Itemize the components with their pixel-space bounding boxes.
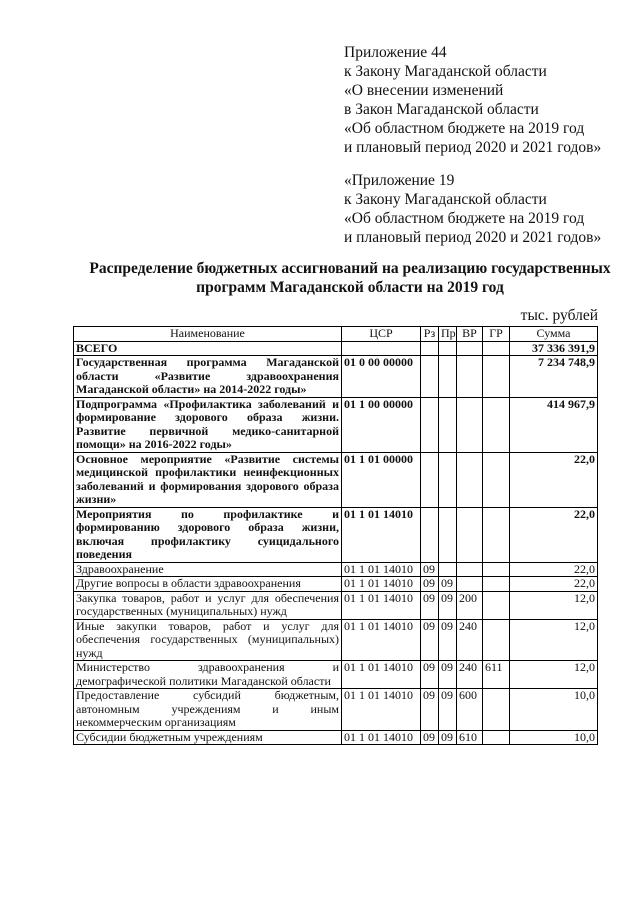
cell-name: Субсидии бюджетным учреждениям bbox=[74, 730, 342, 745]
cell-name: Подпрограмма «Профилактика заболеваний и формирование здорового образа жизни. Развитие первичной медико-санитарной помощи» на 2016-2022 годы» bbox=[74, 397, 342, 452]
cell-name: ВСЕГО bbox=[74, 341, 342, 356]
table-row bbox=[74, 397, 598, 452]
header-line: «Об областном бюджете на 2019 год bbox=[344, 210, 585, 227]
appendix-19-header bbox=[344, 171, 601, 247]
cell-rz bbox=[421, 397, 439, 452]
cell-csr: 01 1 01 14010 bbox=[342, 619, 421, 661]
cell-rz: 09 bbox=[421, 562, 439, 577]
cell-rz bbox=[421, 356, 439, 398]
cell-pr: 09 bbox=[439, 577, 457, 592]
cell-gr bbox=[483, 356, 510, 398]
document-title bbox=[60, 259, 640, 297]
table-row bbox=[74, 562, 598, 577]
cell-pr bbox=[439, 397, 457, 452]
header-line: Приложение 44 bbox=[344, 44, 447, 61]
header-line: к Закону Магаданской области bbox=[344, 63, 547, 80]
cell-rz bbox=[421, 341, 439, 356]
cell-sum: 22,0 bbox=[510, 452, 598, 507]
cell-vr bbox=[457, 341, 483, 356]
budget-table bbox=[73, 326, 598, 745]
column-header-name: Наименование bbox=[74, 327, 342, 342]
cell-sum: 37 336 391,9 bbox=[510, 341, 598, 356]
table-row bbox=[74, 689, 598, 731]
cell-pr: 09 bbox=[439, 661, 457, 689]
cell-vr bbox=[457, 397, 483, 452]
cell-vr bbox=[457, 507, 483, 562]
cell-vr bbox=[457, 452, 483, 507]
cell-sum: 22,0 bbox=[510, 507, 598, 562]
cell-gr bbox=[483, 577, 510, 592]
cell-pr bbox=[439, 562, 457, 577]
cell-name: Иные закупки товаров, работ и услуг для обеспечения государственных (муниципальных) нужд bbox=[74, 619, 342, 661]
table-row bbox=[74, 507, 598, 562]
cell-csr: 01 1 00 00000 bbox=[342, 397, 421, 452]
title-line-2: программ Магаданской области на 2019 год bbox=[196, 279, 504, 296]
header-line: в Закон Магаданской области bbox=[344, 101, 539, 118]
column-header-rz: Рз bbox=[421, 327, 439, 342]
table-row bbox=[74, 619, 598, 661]
table-row bbox=[74, 661, 598, 689]
header-line: и плановый период 2020 и 2021 годов» bbox=[344, 139, 602, 156]
title-line-1: Распределение бюджетных ассигнований на реализацию государственных bbox=[89, 260, 611, 277]
cell-gr bbox=[483, 730, 510, 745]
cell-vr: 610 bbox=[457, 730, 483, 745]
cell-sum: 10,0 bbox=[510, 689, 598, 731]
cell-sum: 12,0 bbox=[510, 591, 598, 619]
cell-rz: 09 bbox=[421, 689, 439, 731]
cell-gr bbox=[483, 341, 510, 356]
cell-vr bbox=[457, 577, 483, 592]
header-line: «О внесении изменений bbox=[344, 82, 504, 99]
cell-csr: 01 1 01 14010 bbox=[342, 591, 421, 619]
cell-name: Предоставление субсидий бюджетным, автономным учреждениям и иным некоммерческим организациям bbox=[74, 689, 342, 731]
cell-csr: 01 0 00 00000 bbox=[342, 356, 421, 398]
cell-rz: 09 bbox=[421, 577, 439, 592]
cell-name: Министерство здравоохранения и демографической политики Магаданской области bbox=[74, 661, 342, 689]
column-header-vr: ВР bbox=[457, 327, 483, 342]
cell-csr: 01 1 01 00000 bbox=[342, 452, 421, 507]
cell-sum: 12,0 bbox=[510, 661, 598, 689]
cell-gr bbox=[483, 507, 510, 562]
cell-name: Другие вопросы в области здравоохранения bbox=[74, 577, 342, 592]
cell-pr bbox=[439, 507, 457, 562]
cell-rz: 09 bbox=[421, 619, 439, 661]
cell-pr bbox=[439, 341, 457, 356]
cell-csr: 01 1 01 14010 bbox=[342, 507, 421, 562]
cell-rz: 09 bbox=[421, 661, 439, 689]
cell-name: Закупка товаров, работ и услуг для обеспечения государственных (муниципальных) нужд bbox=[74, 591, 342, 619]
cell-gr bbox=[483, 562, 510, 577]
column-header-csr: ЦСР bbox=[342, 327, 421, 342]
cell-csr: 01 1 01 14010 bbox=[342, 730, 421, 745]
column-header-gr: ГР bbox=[483, 327, 510, 342]
cell-name: Здравоохранение bbox=[74, 562, 342, 577]
cell-pr: 09 bbox=[439, 689, 457, 731]
cell-sum: 22,0 bbox=[510, 562, 598, 577]
column-header-sum: Сумма bbox=[510, 327, 598, 342]
cell-pr: 09 bbox=[439, 730, 457, 745]
cell-vr: 200 bbox=[457, 591, 483, 619]
cell-rz bbox=[421, 507, 439, 562]
cell-name: Мероприятия по профилактике и формированию здорового образа жизни, включая профилактику суицидального поведения bbox=[74, 507, 342, 562]
cell-pr: 09 bbox=[439, 619, 457, 661]
cell-csr: 01 1 01 14010 bbox=[342, 577, 421, 592]
cell-rz: 09 bbox=[421, 730, 439, 745]
table-row bbox=[74, 356, 598, 398]
cell-pr: 09 bbox=[439, 591, 457, 619]
units-label: тыс. рублей bbox=[520, 307, 598, 324]
cell-gr bbox=[483, 619, 510, 661]
cell-name: Основное мероприятие «Развитие системы медицинской профилактики неинфекционных заболеваний и формирования здорового образа жизни» bbox=[74, 452, 342, 507]
cell-csr: 01 1 01 14010 bbox=[342, 562, 421, 577]
cell-rz: 09 bbox=[421, 591, 439, 619]
table-row bbox=[74, 452, 598, 507]
cell-csr: 01 1 01 14010 bbox=[342, 689, 421, 731]
cell-vr: 600 bbox=[457, 689, 483, 731]
cell-csr bbox=[342, 341, 421, 356]
table-row bbox=[74, 577, 598, 592]
header-line: и плановый период 2020 и 2021 годов» bbox=[344, 229, 602, 246]
cell-gr: 611 bbox=[483, 661, 510, 689]
header-line: к Закону Магаданской области bbox=[344, 191, 547, 208]
cell-vr bbox=[457, 562, 483, 577]
cell-pr bbox=[439, 452, 457, 507]
cell-sum: 22,0 bbox=[510, 577, 598, 592]
cell-sum: 10,0 bbox=[510, 730, 598, 745]
cell-sum: 12,0 bbox=[510, 619, 598, 661]
cell-vr: 240 bbox=[457, 619, 483, 661]
cell-pr bbox=[439, 356, 457, 398]
cell-name: Государственная программа Магаданской области «Развитие здравоохранения Магаданской области» на 2014-2022 годы» bbox=[74, 356, 342, 398]
cell-vr: 240 bbox=[457, 661, 483, 689]
cell-gr bbox=[483, 397, 510, 452]
column-header-pr: Пр bbox=[439, 327, 457, 342]
header-line: «Об областном бюджете на 2019 год bbox=[344, 120, 585, 137]
table-row bbox=[74, 341, 598, 356]
cell-vr bbox=[457, 356, 483, 398]
cell-csr: 01 1 01 14010 bbox=[342, 661, 421, 689]
cell-sum: 7 234 748,9 bbox=[510, 356, 598, 398]
appendix-44-header bbox=[344, 43, 601, 157]
cell-rz bbox=[421, 452, 439, 507]
cell-gr bbox=[483, 452, 510, 507]
cell-gr bbox=[483, 591, 510, 619]
header-line: «Приложение 19 bbox=[344, 172, 455, 189]
table-row bbox=[74, 591, 598, 619]
cell-sum: 414 967,9 bbox=[510, 397, 598, 452]
cell-gr bbox=[483, 689, 510, 731]
table-header-row bbox=[74, 327, 598, 342]
table-row bbox=[74, 730, 598, 745]
